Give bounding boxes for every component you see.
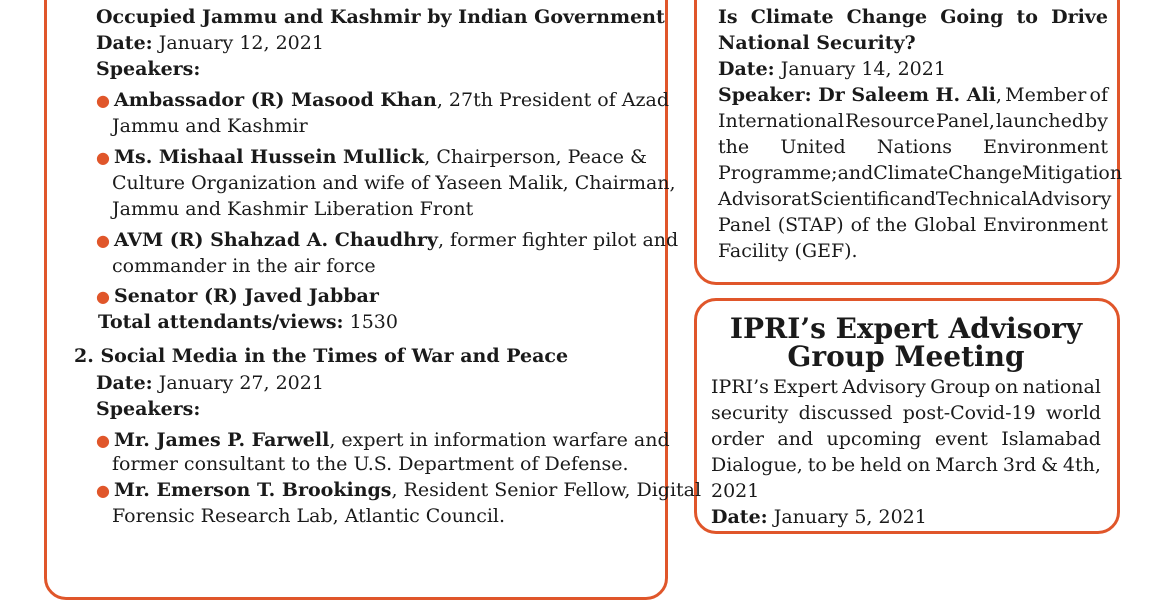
climate-text-last: Facility (GEF). — [718, 240, 858, 262]
speaker-desc: Forensic Research Lab, Atlantic Council. — [112, 505, 506, 527]
speaker-desc: Culture Organization and wife of Yaseen Malik, Chairman, — [112, 172, 676, 194]
bullet-icon: ● — [96, 481, 110, 500]
speaker-item: ● AVM (R) Shahzad A. Chaudhry, former fighter pilot and — [96, 229, 679, 251]
ipri-text-line: Dialogue, to be held on March 3rd & 4th, — [711, 454, 1101, 476]
ipri-text-last: 2021 — [711, 480, 760, 502]
event1-attendants: Total attendants/views: 1530 — [98, 311, 398, 333]
climate-date: Date: January 14, 2021 — [718, 58, 946, 80]
bullet-icon: ● — [96, 431, 110, 450]
speaker-item: ● Mr. Emerson T. Brookings, Resident Senior Fellow, Digital — [96, 479, 702, 501]
bullet-icon: ● — [96, 287, 110, 306]
bullet-icon: ● — [96, 148, 110, 167]
event2-title: 2. Social Media in the Times of War and Peace — [74, 345, 569, 367]
speaker-item: ● Ms. Mishaal Hussein Mullick, Chairperson, Peace & — [96, 146, 647, 168]
speaker-desc: commander in the air force — [112, 255, 376, 277]
speaker-desc: former consultant to the U.S. Department of Defense. — [112, 453, 629, 475]
speaker-item: ● Mr. James P. Farwell, expert in information warfare and — [96, 429, 670, 451]
ipri-heading-line2: Group Meeting — [787, 340, 1025, 373]
event2-speakers-label: Speakers: — [96, 398, 201, 420]
climate-text-line: the United Nations Environment — [718, 136, 1108, 158]
speaker-item: ● Senator (R) Javed Jabbar — [96, 285, 379, 307]
speaker-desc: Jammu and Kashmir — [112, 115, 308, 137]
ipri-heading-line1: IPRI’s Expert Advisory — [729, 312, 1083, 345]
event1-speakers-label: Speakers: — [96, 58, 201, 80]
event1-title-line: Occupied Jammu and Kashmir by Indian Government — [96, 6, 665, 28]
climate-text-line: Panel (STAP) of the Global Environment — [718, 214, 1108, 236]
speaker-desc: Jammu and Kashmir Liberation Front — [112, 198, 474, 220]
ipri-date: Date: January 5, 2021 — [711, 506, 927, 528]
event1-date: Date: January 12, 2021 — [96, 32, 324, 54]
event2-date: Date: January 27, 2021 — [96, 372, 324, 394]
climate-text-line: Advisor at Scientific and Technical Advisory — [718, 188, 1112, 210]
climate-title-line2: National Security? — [718, 32, 916, 54]
climate-text-line: International Resource Panel, launched by — [718, 110, 1108, 132]
climate-text-line: Programme; and Climate Change Mitigation — [718, 162, 1123, 184]
climate-title-line1: Is Climate Change Going to Drive — [718, 6, 1108, 28]
ipri-text-line: IPRI’s Expert Advisory Group on national — [711, 376, 1101, 398]
speaker-item: ● Ambassador (R) Masood Khan, 27th President of Azad — [96, 89, 669, 111]
climate-speaker-line: Speaker: Dr Saleem H. Ali, Member of — [718, 84, 1108, 106]
bullet-icon: ● — [96, 91, 110, 110]
ipri-text-line: security discussed post-Covid-19 world — [711, 402, 1101, 424]
ipri-text-line: order and upcoming event Islamabad — [711, 428, 1101, 450]
bullet-icon: ● — [96, 231, 110, 250]
